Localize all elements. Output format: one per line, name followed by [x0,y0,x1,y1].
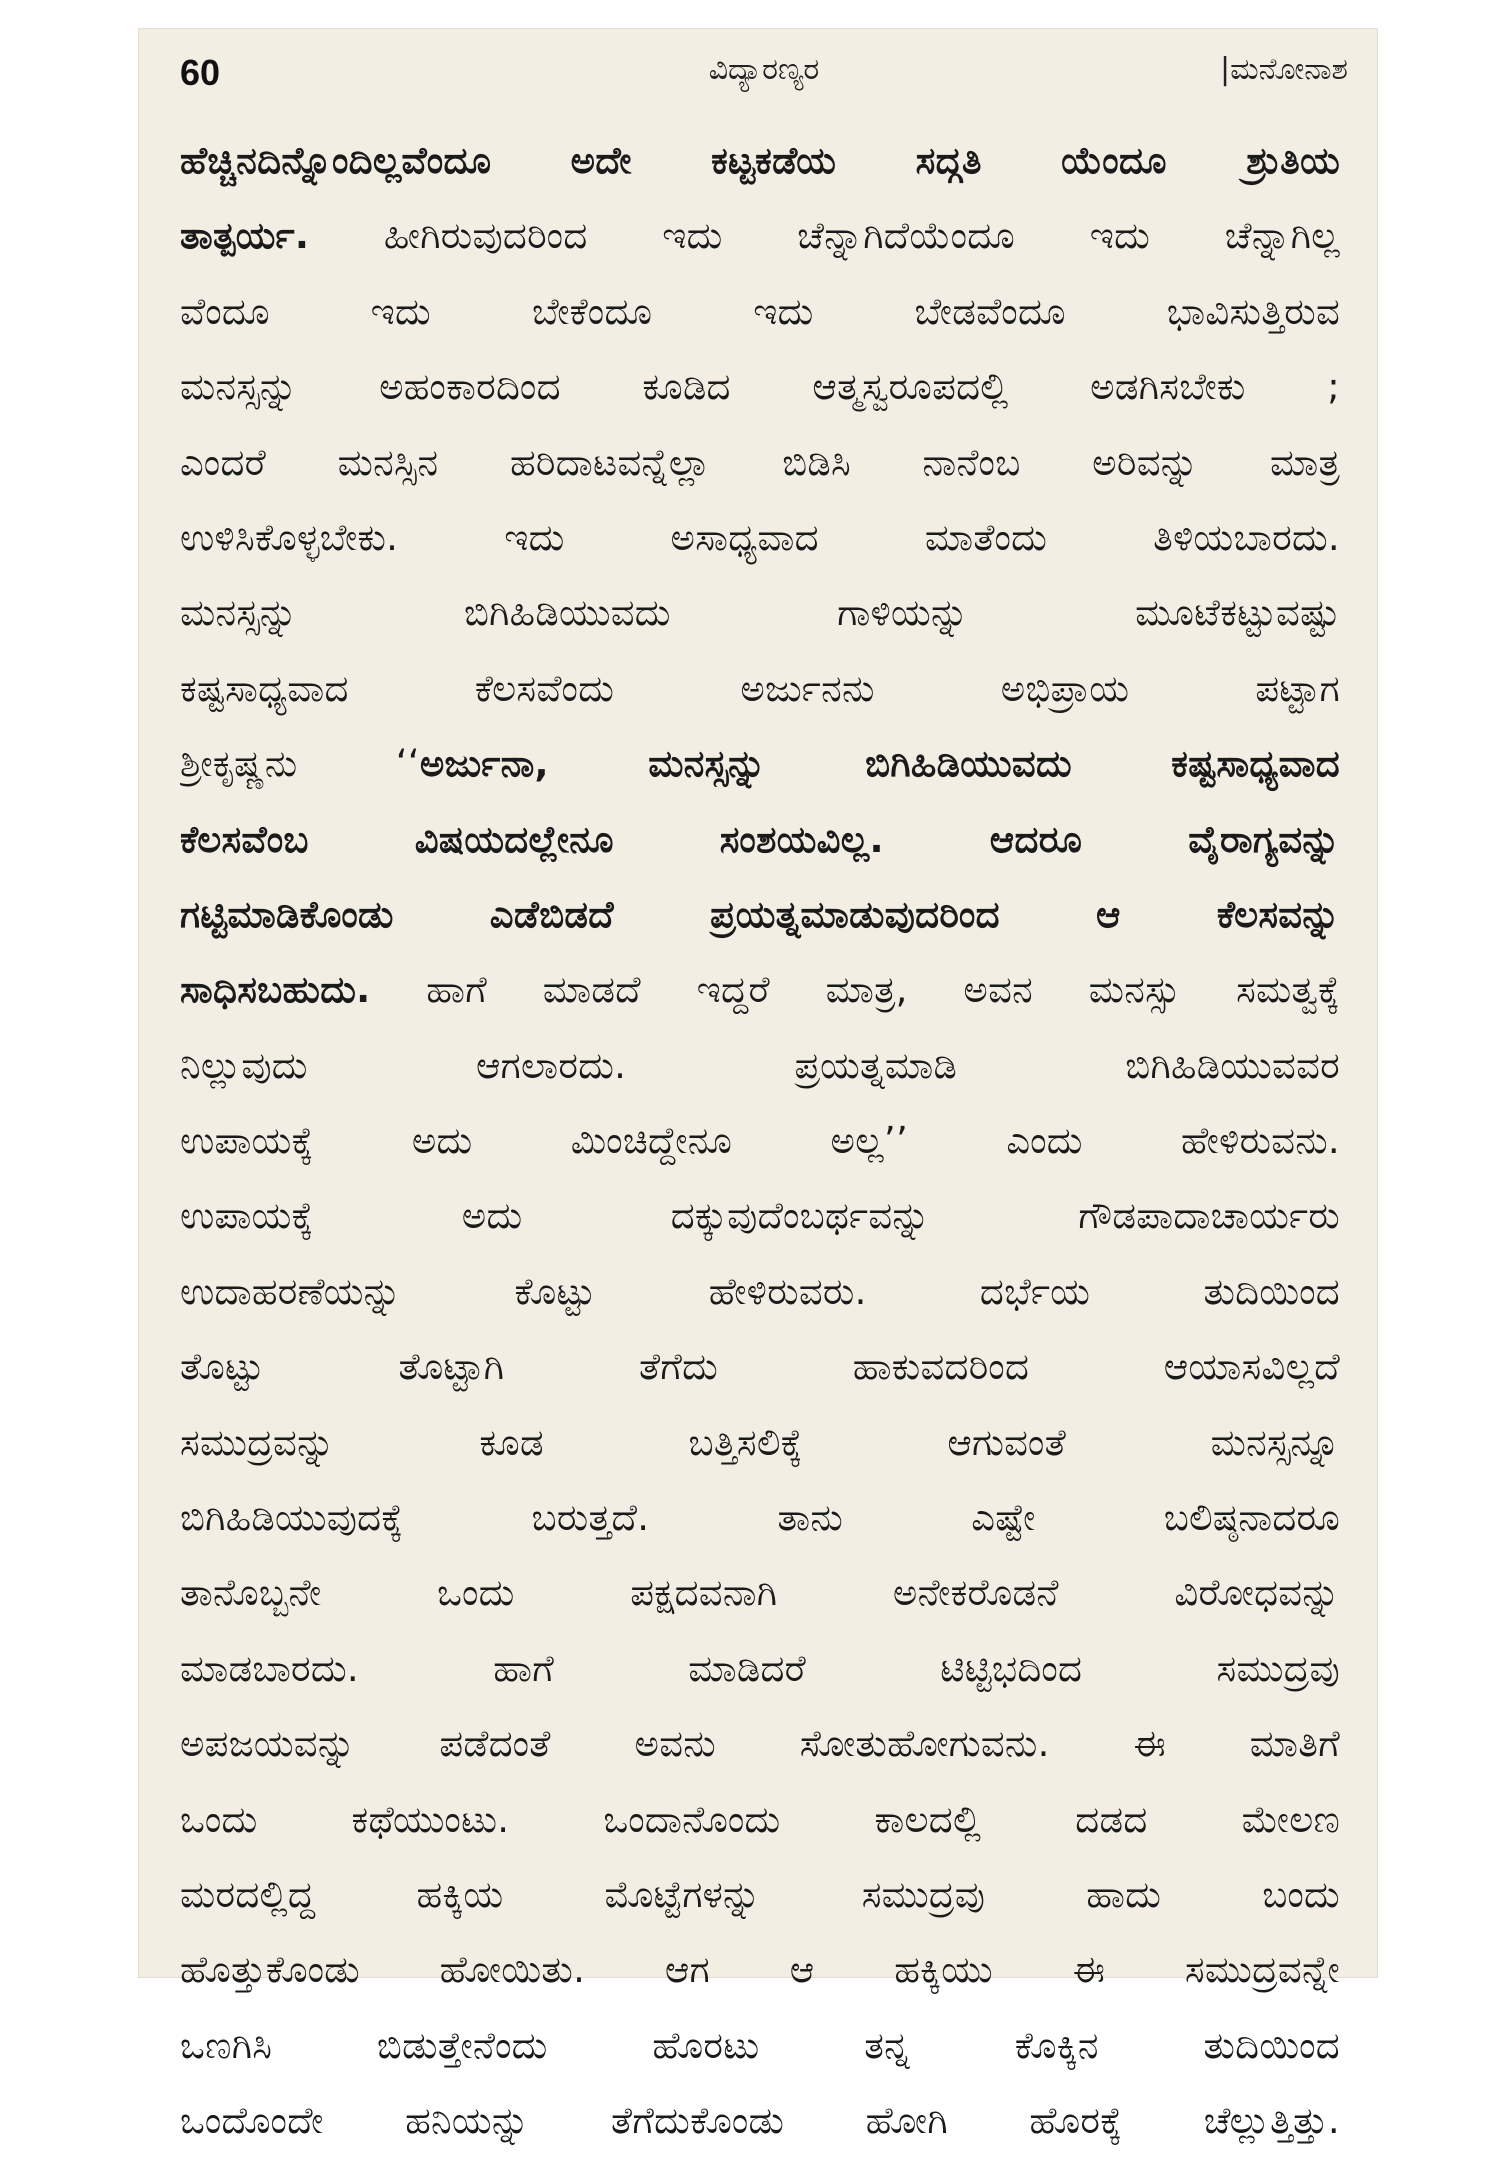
text-span: ಬಿಗಿಹಿಡಿಯುವುದಕ್ಕೆ ಬರುತ್ತದೆ. ತಾನು ಎಷ್ಟೇ ಬಲಿಷ್ಠನಾದರೂ [180,1496,1340,1540]
text-line [180,198,1340,273]
text-span: ಹಾಗೆ ಮಾಡದೆ ಇದ್ದರೆ ಮಾತ್ರ, ಅವನ ಮನಸ್ಸು ಸಮತ್ವಕ್ಕೆ [370,968,1340,1012]
text-line [180,1555,1340,1630]
text-span: ನಿಲ್ಲುವುದು ಆಗಲಾರದು. ಪ್ರಯತ್ನಮಾಡಿ ಬಿಗಿಹಿಡಿಯುವವರ [180,1043,1340,1087]
text-line [180,2083,1340,2158]
text-span: ತಾನೊಬ್ಬನೇ ಒಂದು ಪಕ್ಷದವನಾಗಿ ಅನೇಕರೊಡನೆ ವಿರೋಧವನ್ನು [180,1571,1340,1615]
text-line [180,1254,1340,1329]
text-span: ತೊಟ್ಟು ತೊಟ್ಟಾಗಿ ತೆಗೆದು ಹಾಕುವದರಿಂದ ಆಯಾಸವಿಲ್ಲದೆ [180,1345,1340,1389]
text-span: ಉಪಾಯಕ್ಕೆ ಅದು ಮಿಂಚಿದ್ದೇನೂ ಅಲ್ಲ’’ ಎಂದು ಹೇಳಿರುವನು. [180,1119,1340,1163]
text-line [180,802,1340,877]
text-span: ಕಷ್ಟಸಾಧ್ಯವಾದ ಕೆಲಸವೆಂದು ಅರ್ಜುನನು ಅಭಿಪ್ರಾಯ ಪಟ್ಟಾಗ [180,666,1340,710]
text-line [180,349,1340,424]
text-line [180,1405,1340,1480]
text-span: ಮರದಲ್ಲಿದ್ದ ಹಕ್ಕಿಯ ಮೊಟ್ಟೆಗಳನ್ನು ಸಮುದ್ರವು ಹಾದು ಬಂದು [180,1872,1340,1916]
text-span: ಉದಾಹರಣೆಯನ್ನು ಕೊಟ್ಟು ಹೇಳಿರುವರು. ದರ್ಭೆಯ ತುದಿಯಿಂದ [180,1269,1340,1313]
section-title: |ಮನೋನಾಶ [1219,52,1348,87]
text-line [180,500,1340,575]
text-span: ಶ್ರೀಕೃಷ್ಣನು ‘‘ [180,742,420,786]
text-line [180,425,1340,500]
text-line [180,952,1340,1027]
text-line [180,1932,1340,2007]
text-span: ಒಣಗಿಸಿ ಬಿಡುತ್ತೇನೆಂದು ಹೊರಟು ತನ್ನ ಕೊಕ್ಕಿನ ತುದಿಯಿಂದ [180,2023,1340,2067]
page-header [180,42,1348,112]
bold-text-span: ಸಾಧಿಸಬಹುದು. [180,968,371,1012]
text-span: ಮನಸ್ಸನ್ನು ಅಹಂಕಾರದಿಂದ ಕೂಡಿದ ಆತ್ಮಸ್ವರೂಪದಲ್ಲಿ ಅಡಗಿಸಬೇಕು ; [180,365,1340,409]
text-span: ಉಪಾಯಕ್ಕೆ ಅದು ದಕ್ಕುವುದೆಂಬರ್ಥವನ್ನು ಗೌಡಪಾದಾಚಾರ್ಯರು [180,1194,1340,1238]
text-span: ಸಮುದ್ರವನ್ನು ಕೂಡ ಬತ್ತಿಸಲಿಕ್ಕೆ ಆಗುವಂತೆ ಮನಸ್ಸನ್ನೂ [180,1420,1340,1464]
text-line [180,1178,1340,1253]
text-line [180,123,1340,198]
text-span: ಒಂದು ಕಥೆಯುಂಟು. ಒಂದಾನೊಂದು ಕಾಲದಲ್ಲಿ ದಡದ ಮೇಲಣ [180,1797,1340,1841]
bold-text-span: ಅರ್ಜುನಾ, ಮನಸ್ಸನ್ನು ಬಿಗಿಹಿಡಿಯುವದು ಕಷ್ಟಸಾಧ್ಯವಾದ [419,742,1340,786]
text-line [180,274,1340,349]
bold-text-span: ಕೆಲಸವೆಂಬ ವಿಷಯದಲ್ಲೇನೂ ಸಂಶಯವಿಲ್ಲ. ಆದರೂ ವೈರಾಗ್ಯವನ್ನು [180,817,1340,861]
text-span: ಅಪಜಯವನ್ನು ಪಡೆದಂತೆ ಅವನು ಸೋತುಹೋಗುವನು. ಈ ಮಾತಿಗೆ [180,1722,1340,1766]
running-title: ವಿದ್ಯಾರಣ್ಯರ [708,52,820,87]
text-span: ಮಾಡಬಾರದು. ಹಾಗೆ ಮಾಡಿದರೆ ಟಿಟ್ಟಿಭದಿಂದ ಸಮುದ್ರವು [180,1646,1340,1690]
text-span: ಹೀಗಿರುವುದರಿಂದ ಇದು ಚೆನ್ನಾಗಿದೆಯೆಂದೂ ಇದು ಚೆನ್ನಾಗಿಲ್ಲ [309,214,1340,258]
text-span: ಎಂದರೆ ಮನಸ್ಸಿನ ಹರಿದಾಟವನ್ನೆಲ್ಲಾ ಬಿಡಿಸಿ ನಾನೆಂಬ ಅರಿವನ್ನು ಮಾತ್ರ [180,440,1340,484]
page-number: 60 [180,52,221,93]
book-page [138,28,1378,2143]
text-span: ವೆಂದೂ ಇದು ಬೇಕೆಂದೂ ಇದು ಬೇಡವೆಂದೂ ಭಾವಿಸುತ್ತಿರುವ [180,289,1340,333]
text-line [180,726,1340,801]
text-line [180,877,1340,952]
text-line [180,1631,1340,1706]
text-span: ಮನಸ್ಸನ್ನು ಬಿಗಿಹಿಡಿಯುವದು ಗಾಳಿಯನ್ನು ಮೂಟೆಕಟ್ಟುವಷ್ಟು [180,591,1340,635]
text-line [180,575,1340,650]
text-line [180,1782,1340,1857]
bold-text-span: ಹೆಚ್ಚಿನದಿನ್ನೊಂದಿಲ್ಲವೆಂದೂ ಅದೇ ಕಟ್ಟಕಡೆಯ ಸದ್ಗತಿ ಯೆಂದೂ ಶ್ರುತಿಯ [180,139,1340,182]
bold-text-span: ತಾತ್ಪರ್ಯ. [180,214,310,258]
text-line [180,1329,1340,1404]
text-line [180,1103,1340,1178]
text-span: ಹೊತ್ತುಕೊಂಡು ಹೋಯಿತು. ಆಗ ಆ ಹಕ್ಕಿಯು ಈ ಸಮುದ್ರವನ್ನೇ [180,1948,1340,1992]
text-line [180,1480,1340,1555]
text-line [180,2008,1340,2083]
bold-text-span: ಗಟ್ಟಿಮಾಡಿಕೊಂಡು ಎಡೆಬಿಡದೆ ಪ್ರಯತ್ನಮಾಡುವುದರಿಂದ ಆ ಕೆಲಸವನ್ನು [180,892,1340,936]
body-text [180,123,1340,2159]
text-line [180,1028,1340,1103]
text-line [180,1857,1340,1932]
text-line [180,651,1340,726]
text-span: ಉಳಿಸಿಕೊಳ್ಳಬೇಕು. ಇದು ಅಸಾಧ್ಯವಾದ ಮಾತೆಂದು ತಿಳಿಯಬಾರದು. [180,515,1340,559]
text-span: ಒಂದೊಂದೇ ಹನಿಯನ್ನು ತೆಗೆದುಕೊಂಡು ಹೋಗಿ ಹೊರಕ್ಕೆ ಚೆಲ್ಲುತ್ತಿತ್ತು. [180,2099,1340,2143]
text-line [180,1706,1340,1781]
